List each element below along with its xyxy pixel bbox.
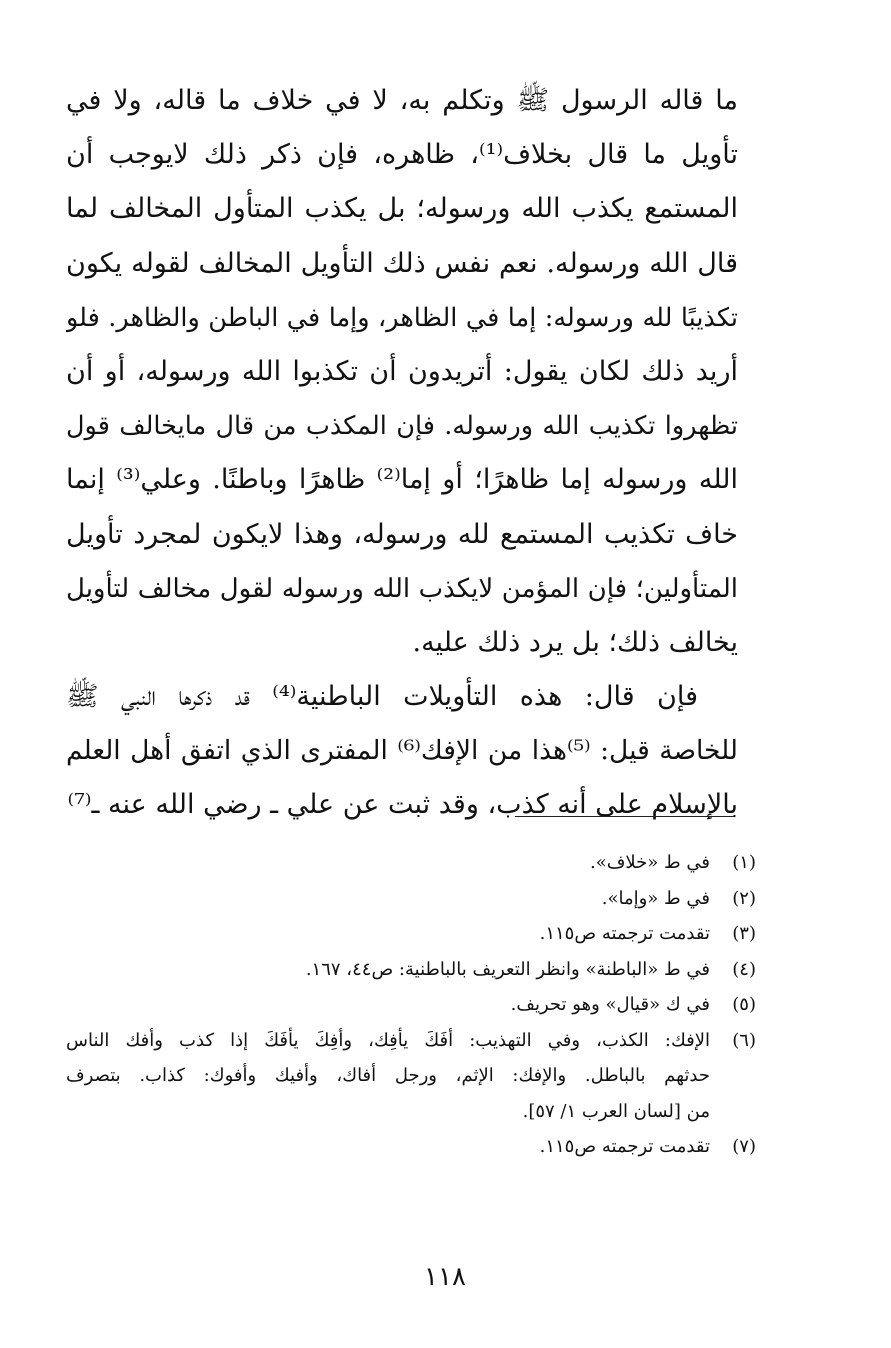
footnote-text: من [لسان العرب ١/ ٥٧]. xyxy=(522,1100,710,1122)
text-line: يخالف ذلك؛ بل يرد ذلك عليه. xyxy=(412,626,738,658)
footnote-number: (٢) xyxy=(732,887,756,909)
text-line: أريد ذلك لكان يقول: أتريدون أن تكذبوا الله ورسوله، أو أن xyxy=(66,355,738,387)
text-line: تظهروا تكذيب الله ورسوله. فإن المكذب من قال مايخالف قول xyxy=(66,411,738,442)
footnote-text: في ط «الباطنة» وانظر التعريف بالباطنية: ص٤٤، ١٦٧. xyxy=(305,958,710,980)
footnote-number: (١) xyxy=(732,852,756,873)
text-line: الله ورسوله إما ظاهرًا؛ أو إما⁽²⁾ ظاهرًا وباطنًا. وعلي⁽³⁾ إنما xyxy=(66,464,738,496)
text-line: قال الله ورسوله. نعم نفس ذلك التأويل المخالف لقوله يكون xyxy=(66,247,738,279)
footnote-separator xyxy=(515,816,734,817)
footnote-text: في ك «قيال» وهو تحريف. xyxy=(510,994,710,1015)
footnote-number: (٧) xyxy=(732,1136,756,1157)
footnote-text: الإفك: الكذب، وفي التهذيب: أفَكَ يأفِك، وأفِكَ يأفَكَ إذا كذب وأفك الناس xyxy=(66,1029,710,1051)
footnote-number: (٥) xyxy=(732,994,756,1015)
footnote-text: تقدمت ترجمته ص١١٥. xyxy=(539,1136,710,1157)
main-text xyxy=(66,74,738,833)
footnote xyxy=(66,845,756,881)
text-line: تأويل ما قال بخلاف⁽¹⁾، ظاهره، فإن ذكر ذلك لايوجب أن xyxy=(66,139,738,171)
footnote-text: تقدمت ترجمته ص١١٥. xyxy=(539,923,710,944)
text-line: بالإسلام على أنه كذب، وقد ثبت عن علي ـ رضي الله عنه ـ⁽⁷⁾ xyxy=(67,789,738,821)
text-line: المتأولين؛ فإن المؤمن لايكذب الله ورسوله لقول مخالف لتأويل xyxy=(66,573,738,604)
footnote-number: (٣) xyxy=(732,923,756,944)
footnote xyxy=(66,952,756,988)
text-line: فإن قال: هذه التأويلات الباطنية⁽⁴⁾ قد ذكرها النبي ﷺ xyxy=(66,681,698,713)
footnote-text: في ط «خلاف». xyxy=(590,852,710,873)
footnote-number: (٤) xyxy=(732,958,756,980)
footnote xyxy=(66,987,756,1023)
text-line: خاف تكذيب المستمع لله ورسوله، وهذا لايكون لمجرد تأويل xyxy=(66,518,738,550)
footnote-text: في ط «وإما». xyxy=(601,887,710,909)
footnotes xyxy=(66,845,756,1165)
footnote-number: (٦) xyxy=(732,1029,756,1051)
footnote xyxy=(66,1129,756,1165)
footnote-text: حدثهم بالباطل. والإفك: الإثم، ورجل أفاك، وأفيك وأفوك: كذاب. بتصرف xyxy=(66,1065,710,1086)
page-number: ١١٨ xyxy=(424,1262,466,1292)
text-line: تكذيبًا لله ورسوله: إما في الظاهر، وإما في الباطن والظاهر. فلو xyxy=(66,302,738,333)
text-line: ما قاله الرسول ﷺ وتكلم به، لا في خلاف ما قاله، ولا في xyxy=(66,85,738,116)
text-line: المستمع يكذب الله ورسوله؛ بل يكذب المتأول المخالف لما xyxy=(66,193,738,225)
footnote xyxy=(66,916,756,952)
text-line: للخاصة قيل: ⁽⁵⁾هذا من الإفك⁽⁶⁾ المفترى الذي اتفق أهل العلم xyxy=(66,735,738,767)
footnote xyxy=(66,1023,756,1130)
footnote xyxy=(66,881,756,917)
